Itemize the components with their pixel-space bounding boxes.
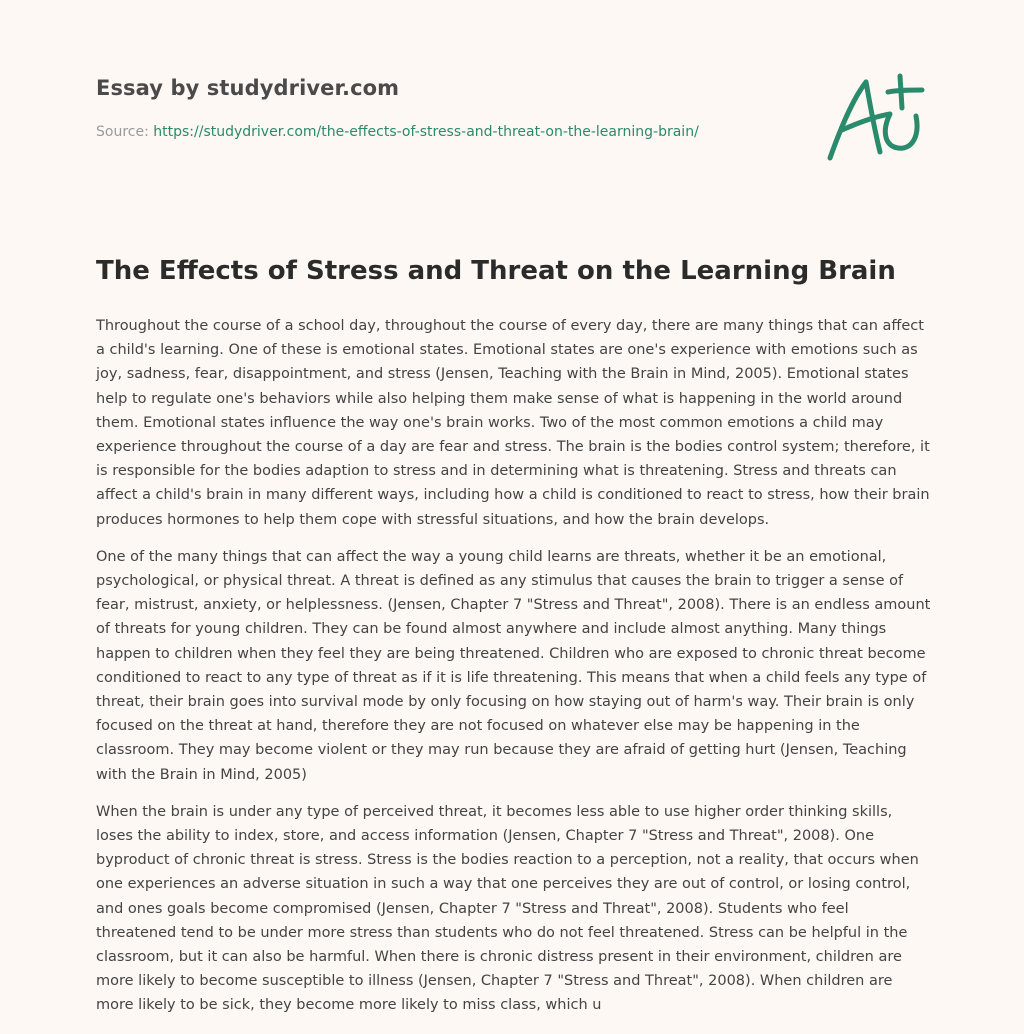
a-plus-grade-icon <box>820 70 930 166</box>
source-link[interactable]: https://studydriver.com/the-effects-of-stress-and-threat-on-the-learning-brain/ <box>153 124 699 140</box>
essay-paragraph: When the brain is under any type of perceived threat, it becomes less able to use higher order thinking skills, loses the ability to index, store, and access information (Jensen, Chapter 7 "Stress and Threat", 2008). One byproduct of chronic threat is stress. Stress is the bodies reaction to a perception, not a reality, that occurs when one experiences an adverse situation in such a way that one perceives they are out of control, or losing control, and ones goals become compromised (Jensen, Chapter 7 "Stress and Threat", 2008). Students who feel threatened tend to be under more stress than students who do not feel threatened. Stress can be helpful in the classroom, but it can also be harmful. When there is chronic distress present in their environment, children are more likely to become susceptible to illness (Jensen, Chapter 7 "Stress and Threat", 2008). When children are more likely to be sick, they become more likely to miss class, which u <box>96 803 919 1014</box>
site-title: Essay by studydriver.com <box>96 76 400 100</box>
source-line <box>96 124 699 140</box>
essay-paragraph: Throughout the course of a school day, throughout the course of every day, there are many things that can affect a child's learning. One of these is emotional states. Emotional states are one's experience with emotions such as joy, sadness, fear, disappointment, and stress (Jensen, Teaching with the Brain in Mind, 2005). Emotional states help to regulate one's behaviors while also helping them make sense of what is happening in the world around them. Emotional states influence the way one's brain works. Two of the most common emotions a child may experience throughout the course of a day are fear and stress. The brain is the bodies control system; therefore, it is responsible for the bodies adaption to stress and in determining what is threatening. Stress and threats can affect a child's brain in many different ways, including how a child is conditioned to react to stress, how their brain produces hormones to help them cope with stressful situations, and how the brain develops. <box>96 318 930 528</box>
source-label: Source: <box>96 124 149 140</box>
essay-title: The Effects of Stress and Threat on the Learning Brain <box>96 256 896 286</box>
essay-body <box>96 314 932 1031</box>
essay-paragraph: One of the many things that can affect the way a young child learns are threats, whether it be an emotional, psychological, or physical threat. A threat is defined as any stimulus that causes the brain to trigger a sense of fear, mistrust, anxiety, or helplessness. (Jensen, Chapter 7 "Stress and Threat", 2008). There is an endless amount of threats for young children. They can be found almost anywhere and include almost anything. Many things happen to children when they feel they are being threatened. Children who are exposed to chronic threat become conditioned to react to any type of threat as if it is life threatening. This means that when a child feels any type of threat, their brain goes into survival mode by only focusing on how staying out of harm's way. Their brain is only focused on the threat at hand, therefore they are not focused on whatever else may be happening in the classroom. They may become violent or they may run because they are afraid of getting hurt (Jensen, Teaching with the Brain in Mind, 2005) <box>96 548 931 783</box>
